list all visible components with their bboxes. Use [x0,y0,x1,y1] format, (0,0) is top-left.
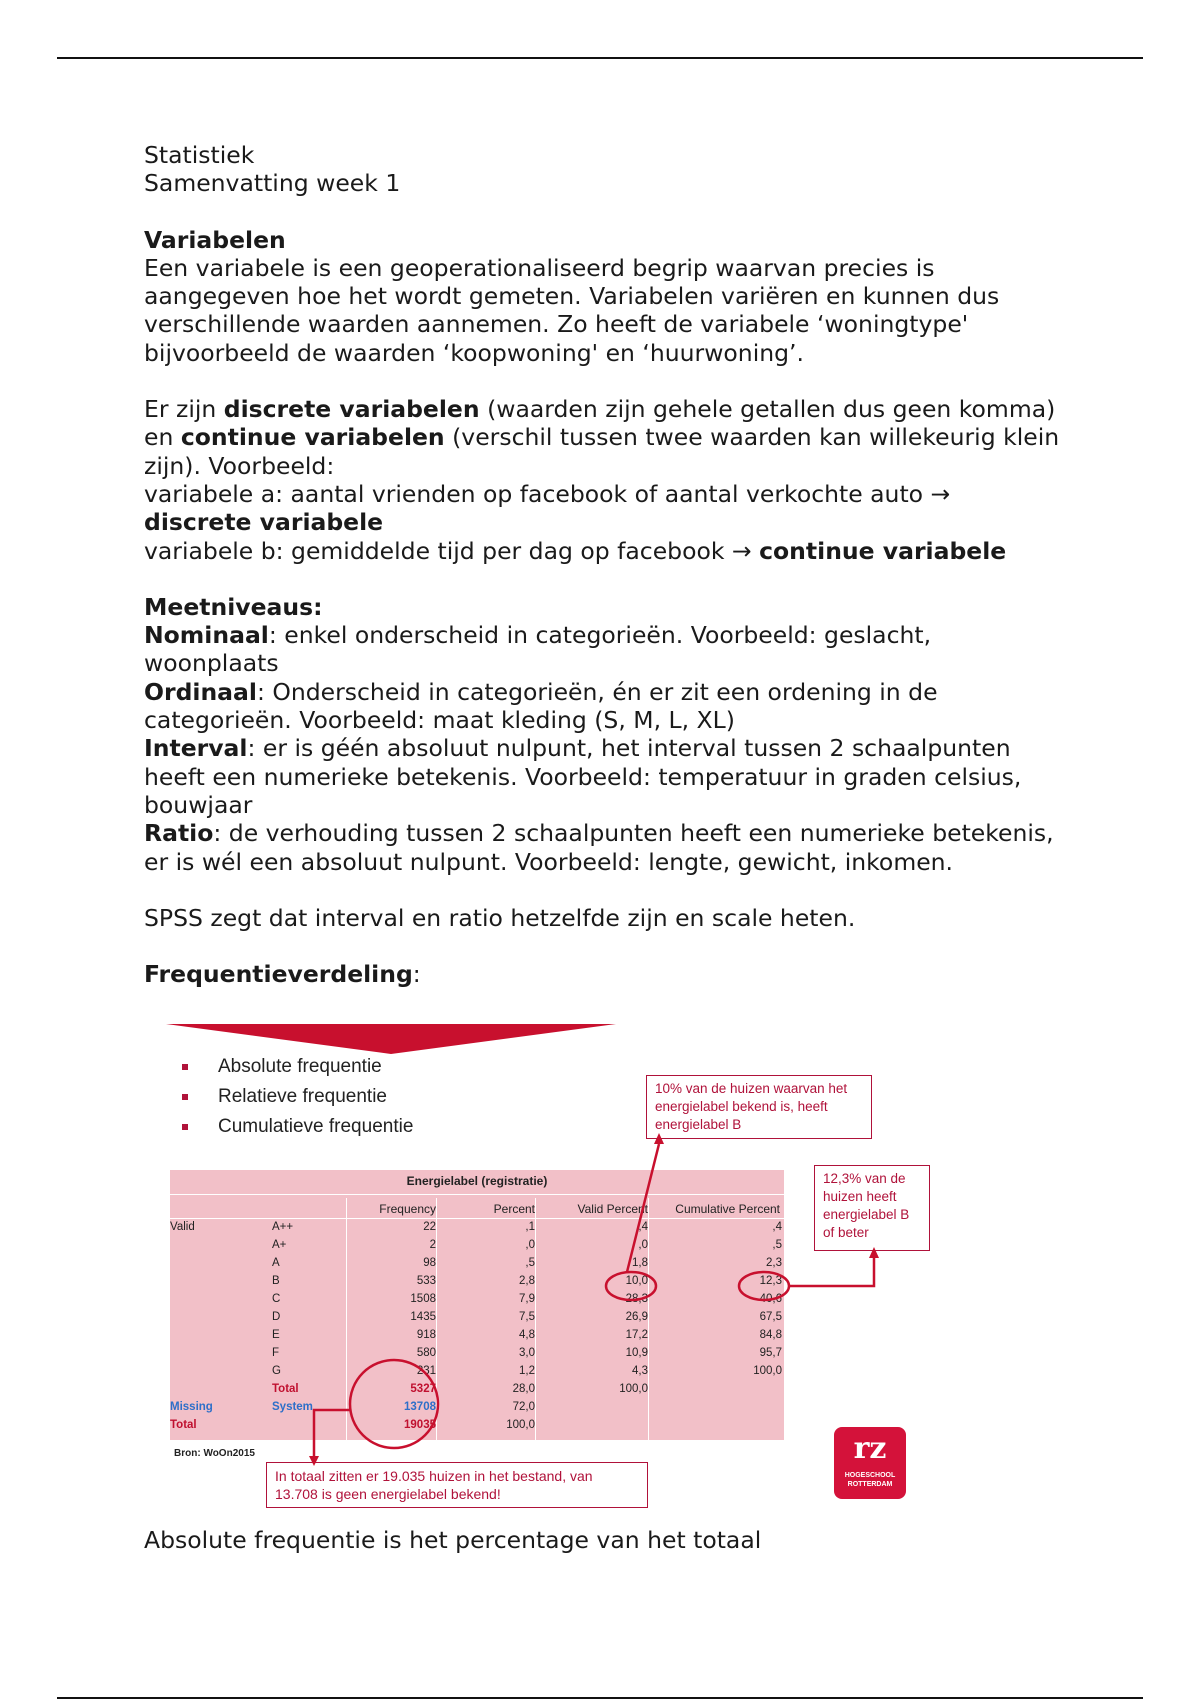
table-cell-freq: 13708 [404,1401,436,1413]
definition-nominaal: Nominaal: enkel onderscheid in categorieën. Voorbeeld: geslacht, woonplaats [144,621,932,678]
heading-meetniveaus: Meetniveaus: [144,592,323,621]
table-cell-vp: 28,3 [625,1293,648,1305]
table-cell-cp: 95,7 [759,1347,782,1359]
table-cell-freq: 918 [416,1329,436,1341]
bullet-item: Relatieve frequentie [182,1082,413,1112]
frequency-slide-image [144,1020,930,1518]
table-cell-freq: 580 [416,1347,436,1359]
table-cell-pct: ,1 [525,1221,535,1233]
table-cell-cp: 40,6 [759,1293,782,1305]
table-cell-cat: A [272,1257,280,1269]
heading-frequentieverdeling: Frequentieverdeling: [144,960,421,989]
example-a-result: discrete variabele [144,508,384,537]
table-cell-label: Valid [170,1221,195,1233]
table-header-frequency: Frequency [379,1202,436,1216]
table-cell-cat: B [272,1275,280,1287]
definition-interval: Interval: er is géén absoluut nulpunt, het interval tussen 2 schaalpunten heeft een numerieke betekenis. Voorbeeld: temperatuur in graden celsius, bouwjaar [144,734,1022,819]
table-cell-cp: 12,3 [759,1275,782,1287]
paragraph-spss: SPSS zegt dat interval en ratio hetzelfde zijn en scale heten. [144,903,856,932]
table-cell-cp: ,4 [772,1221,782,1233]
table-cell-pct: 4,8 [519,1329,535,1341]
arrow-to-top-callout [627,1144,659,1272]
table-cell-cat: A+ [272,1239,287,1251]
table-cell-cat: Total [272,1383,299,1395]
table-header-valid-percent: Valid Percent [577,1202,648,1216]
arrow-to-right-callout [790,1257,874,1286]
table-title: Energielabel (registratie) [406,1174,548,1188]
callout-cumulative-percent: 12,3% van de huizen heeft energielabel B of beter [814,1165,930,1251]
top-rule [57,57,1143,59]
table-cell-pct: 3,0 [519,1347,535,1359]
table-cell-pct: 7,9 [519,1293,535,1305]
paragraph-absolute-frequentie: Absolute frequentie is het percentage van het totaal [144,1526,762,1554]
table-cell-cat: System [272,1401,313,1413]
table-cell-vp: ,4 [638,1221,648,1233]
circle-cumulative-percent-b [739,1272,789,1300]
table-cell-pct: 1,2 [519,1365,535,1377]
table-cell-label: Total [170,1419,197,1431]
example-a: variabele a: aantal vrienden op facebook of aantal verkochte auto → [144,479,951,508]
table-cell-pct: 100,0 [506,1419,535,1431]
table-cell-cp: 2,3 [766,1257,782,1269]
doc-subtitle: Samenvatting week 1 [144,169,401,198]
table-cell-cat: E [272,1329,280,1341]
table-cell-freq: 5327 [410,1383,436,1395]
table-cell-pct: ,0 [525,1239,535,1251]
table-header-cumulative-percent: Cumulative Percent [675,1202,780,1216]
definition-ratio: Ratio: de verhouding tussen 2 schaalpunten heeft een numerieke betekenis, er is wél een absoluut nulpunt. Voorbeeld: lengte, gewicht, inkomen. [144,819,1054,876]
table-cell-vp: 4,3 [632,1365,648,1377]
doc-title: Statistiek [144,141,255,169]
table-cell-pct: 7,5 [519,1311,535,1323]
callout-valid-percent: 10% van de huizen waarvan het energielabel bekend is, heeft energielabel B [646,1075,872,1139]
bullet-item: Absolute frequentie [182,1052,413,1082]
table-cell-freq: 533 [416,1275,436,1287]
table-cell-cat: D [272,1311,281,1323]
table-cell-cp: 67,5 [759,1311,782,1323]
table-cell-vp: 100,0 [619,1383,648,1395]
table-cell-vp: 17,2 [625,1329,648,1341]
table-cell-label: Missing [170,1401,213,1413]
paragraph-discrete-continue: Er zijn discrete variabelen (waarden zijn gehele getallen dus geen komma) en continue variabelen (verschil tussen twee waarden kan willekeurig klein zijn). Voorbeeld: [144,395,1060,480]
table-cell-cat: F [272,1347,280,1359]
table-cell-cat: C [272,1293,281,1305]
annotation-overlay [144,1020,930,1518]
arrow-to-bottom-callout [314,1410,350,1457]
table-cell-freq: 231 [416,1365,436,1377]
circle-valid-percent-b [606,1272,656,1300]
slide-source: Bron: WoOn2015 [174,1448,255,1459]
table-cell-pct: 2,8 [519,1275,535,1287]
paragraph-variabele-definition: Een variabele is een geoperationaliseerd begrip waarvan precies is aangegeven hoe het wordt gemeten. Variabelen variëren en kunnen dus verschillende waarden aannemen. Zo heeft de variabele ‘woningtype' bijvoorbeeld de waarden ‘koopwoning' en ‘huurwoning’. [144,253,1000,367]
table-cell-cat: G [272,1365,281,1377]
table-cell-freq: 19035 [404,1419,436,1431]
circle-frequency-totals [350,1360,438,1448]
table-header-percent: Percent [493,1202,535,1216]
bullet-item: Cumulatieve frequentie [182,1112,413,1142]
table-cell-cp: 84,8 [759,1329,782,1341]
table-cell-vp: ,0 [638,1239,648,1251]
table-cell-vp: 10,0 [625,1275,648,1287]
table-cell-vp: 1,8 [632,1257,648,1269]
table-cell-pct: 72,0 [512,1401,535,1413]
table-cell-freq: 1435 [410,1311,436,1323]
table-cell-freq: 98 [423,1257,436,1269]
example-b: variabele b: gemiddelde tijd per dag op facebook → continue variabele [144,536,1007,565]
definition-ordinaal: Ordinaal: Onderscheid in categorieën, én er zit een ordening in de categorieën. Voorbeeld: maat kleding (S, M, L, XL) [144,677,938,735]
table-cell-cat: A++ [272,1221,294,1233]
table-cell-cp: ,5 [772,1239,782,1251]
callout-total: In totaal zitten er 19.035 huizen in het bestand, van 13.708 is geen energielabel bekend! [266,1462,648,1508]
table-cell-freq: 1508 [410,1293,436,1305]
table-cell-freq: 22 [423,1221,436,1233]
heading-variabelen: Variabelen [144,225,286,254]
table-cell-pct: ,5 [525,1257,535,1269]
table-cell-cp: 100,0 [753,1365,782,1377]
bottom-rule [57,1697,1143,1699]
table-cell-pct: 28,0 [512,1383,535,1395]
table-cell-vp: 26,9 [625,1311,648,1323]
table-cell-freq: 2 [429,1239,436,1251]
table-cell-vp: 10,9 [625,1347,648,1359]
hogeschool-rotterdam-logo: rz HOGESCHOOL ROTTERDAM [834,1427,906,1499]
document-body [144,141,1064,988]
